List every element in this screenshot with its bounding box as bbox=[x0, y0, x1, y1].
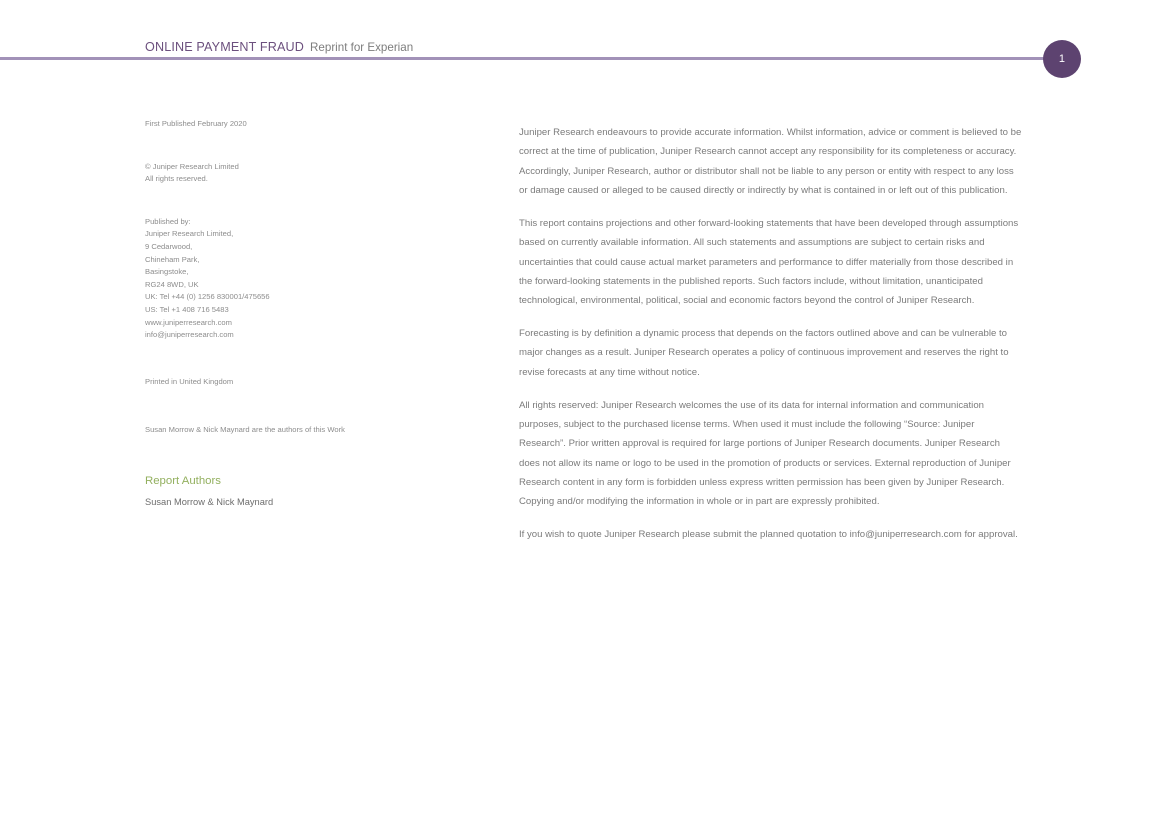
disclaimer-paragraph: All rights reserved: Juniper Research welcomes the use of its data for internal information and communication purposes, subject to the purchased license terms. When used it must include the following “Source: Juniper Research”. Prior written approval is required for large portions of Juniper Research documents. Juniper Research does not allow its name or logo to be used in the promotion of products or services. External reproduction of Juniper Research content in any form is forbidden unless express written permission has been given by Juniper Research. Copying and/or modifying the information in whole or in part are expressly prohibited. bbox=[519, 399, 1011, 508]
disclaimer-paragraph: Juniper Research endeavours to provide accurate information. Whilst information, advice or comment is believed to be correct at the time of publication, Juniper Research cannot accept any responsibility for its completeness or accuracy. Accordingly, Juniper Research, author or distributor shall not be liable to any person or entity with respect to any loss or damage caused or alleged to be caused directly or indirectly by what is contained in or left out of this publication. bbox=[519, 127, 1022, 197]
page-subtitle: Reprint for Experian bbox=[310, 41, 414, 54]
disclaimer-paragraph: This report contains projections and other forward-looking statements that have been developed through assumptions based on currently available information. All such statements and assumptions are subject to certain risks and uncertainties that could cause actual market parameters and performance to differ materially from those described in the forward-looking statements in the published reports. Such factors include, without limitation, unanticipated technological, environmental, political, social and economic factors beyond the control of Juniper Research. bbox=[519, 217, 1019, 307]
disclaimer-column bbox=[519, 123, 1023, 545]
all-rights-reserved-text: All rights reserved. bbox=[145, 174, 208, 184]
disclaimer-paragraph: If you wish to quote Juniper Research please submit the planned quotation to info@juniperresearch.com for approval. bbox=[519, 529, 1018, 541]
telephone-uk: UK: Tel +44 (0) 1256 830001/475656 bbox=[145, 292, 270, 302]
publisher-block bbox=[145, 216, 475, 342]
address-line-4: Basingstoke, bbox=[145, 267, 189, 277]
authorship-statement-text: Susan Morrow & Nick Maynard are the authors of this Work bbox=[145, 425, 345, 435]
page-title: ONLINE PAYMENT FRAUD bbox=[145, 40, 305, 54]
printed-in-text: Printed in United Kingdom bbox=[145, 376, 234, 386]
page-header bbox=[0, 0, 1170, 80]
first-published-block bbox=[145, 118, 475, 131]
printed-in-block bbox=[145, 376, 475, 389]
website-link[interactable]: www.juniperresearch.com bbox=[145, 317, 232, 327]
copyright-text: © Juniper Research Limited bbox=[145, 161, 239, 171]
telephone-us: US: Tel +1 408 716 5483 bbox=[145, 304, 229, 314]
imprint-column bbox=[145, 118, 475, 509]
first-published-text: First Published February 2020 bbox=[145, 119, 247, 128]
address-line-2: 9 Cedarwood, bbox=[145, 241, 193, 251]
address-line-1: Juniper Research Limited, bbox=[145, 229, 234, 239]
disclaimer-paragraph: Forecasting is by definition a dynamic process that depends on the factors outlined above and can be vulnerable to major changes as a result. Juniper Research operates a policy of continuous improvement and reserves the right to revise forecasts at any time without notice. bbox=[519, 328, 1009, 378]
header-divider bbox=[0, 57, 1048, 60]
report-authors-names: Susan Morrow & Nick Maynard bbox=[145, 496, 274, 507]
address-line-3: Chineham Park, bbox=[145, 254, 200, 264]
report-authors-section bbox=[145, 473, 475, 509]
copyright-block bbox=[145, 161, 475, 186]
email-link[interactable]: info@juniperresearch.com bbox=[145, 330, 234, 340]
page-number-badge: 1 bbox=[1043, 40, 1081, 78]
address-line-5: RG24 8WD, UK bbox=[145, 279, 199, 289]
authorship-statement-block bbox=[145, 424, 475, 437]
published-by-label: Published by: bbox=[145, 216, 191, 226]
report-authors-heading: Report Authors bbox=[145, 474, 221, 487]
header-title-group bbox=[145, 38, 413, 56]
